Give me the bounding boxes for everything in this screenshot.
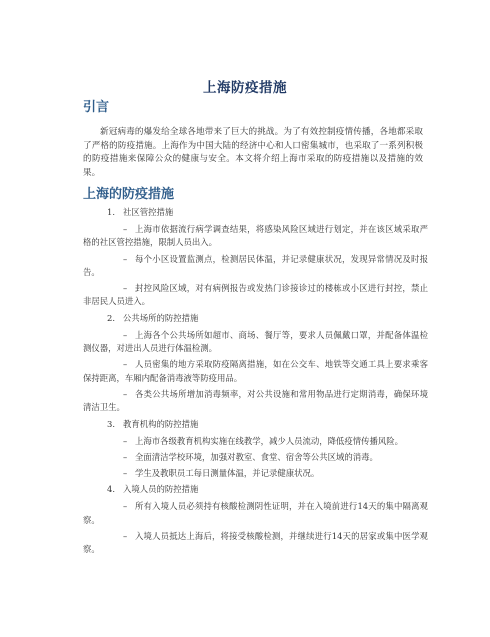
section-number: 3.	[107, 418, 115, 429]
list-item-text: 学生及教职员工每日测量体温，并记录健康状况。	[135, 468, 320, 479]
section-number: 4.	[107, 484, 115, 495]
intro-heading: 引言	[83, 100, 110, 115]
bullet-marker: –	[123, 224, 128, 234]
measures-list	[83, 206, 428, 560]
bullet-marker: –	[123, 359, 128, 370]
list-item-text: 上海市依据流行病学调查结果，将感染风险区域进行划定，并在该区域采取严格的社区管控措施，限制人员出入。	[83, 224, 428, 248]
list-item-text: 每个小区设置监测点，检测居民体温，并记录健康状况，发现异常情况及时报告。	[83, 253, 428, 277]
list-item-text: 各类公共场所增加消毒频率，对公共设施和常用物品进行定期消毒，确保环境清洁卫生。	[83, 388, 428, 413]
bullet-marker: –	[123, 329, 128, 340]
list-item	[83, 282, 428, 309]
list-item	[83, 388, 428, 415]
bullet-marker: –	[123, 531, 128, 542]
section-title	[83, 483, 428, 496]
list-item-text: 全面清洁学校环境，加强对教室、食堂、宿舍等公共区域的消毒。	[135, 451, 378, 462]
bullet-marker: –	[123, 435, 128, 446]
list-item-text: 上海市各级教育机构实施在线教学，减少人员流动，降低疫情传播风险。	[135, 435, 403, 446]
list-item	[83, 451, 428, 464]
measure-section	[83, 483, 428, 556]
section-title	[83, 312, 428, 325]
bullet-marker: –	[123, 253, 128, 264]
section-title	[83, 206, 428, 219]
section-title-text: 教育机构的防控措施	[123, 418, 199, 429]
bullet-marker: –	[123, 451, 128, 462]
section-title-text: 入境人员的防控措施	[123, 484, 199, 495]
section-title	[83, 418, 428, 431]
list-item-text: 封控风险区域，对有病例报告或发热门诊接诊过的楼栋或小区进行封控，禁止非居民人员进入。	[83, 283, 428, 307]
measures-heading: 上海的防疫措施	[83, 187, 175, 202]
list-item	[83, 500, 428, 527]
bullet-marker: –	[123, 468, 128, 479]
list-item	[83, 435, 428, 448]
list-item-text: 所有入境人员必须持有核酸检测阴性证明，并在入境前进行14天的集中隔离观察。	[83, 501, 428, 525]
list-item	[83, 329, 428, 356]
measure-section	[83, 418, 428, 481]
list-item	[83, 530, 428, 557]
bullet-marker: –	[123, 501, 128, 512]
bullet-marker: –	[123, 388, 128, 399]
bullet-marker: –	[123, 283, 128, 294]
list-item	[83, 467, 428, 480]
list-item	[83, 358, 428, 385]
list-item	[83, 223, 428, 250]
intro-paragraph: 新冠病毒的爆发给全球各地带来了巨大的挑战。为了有效控制疫情传播，各地都采取了严格的防疫措施。上海作为中国大陆的经济中心和人口密集城市，也采取了一系列积极的防疫措施来保障公众的健康与安全。本文将介绍上海市采取的防疫措施以及措施的效果。	[83, 127, 423, 178]
document-title: 上海防疫措施	[203, 80, 287, 96]
section-number: 2.	[107, 312, 115, 323]
list-item-text: 入境人员抵达上海后，将接受核酸检测，并继续进行14天的居家或集中医学观察。	[83, 531, 428, 555]
section-title-text: 社区管控措施	[123, 207, 174, 217]
measure-section	[83, 312, 428, 415]
measure-section	[83, 206, 428, 309]
list-item-text: 人员密集的地方采取防疫隔离措施，如在公交车、地铁等交通工具上要求乘客保持距离，车厢内配备消毒液等防疫用品。	[83, 359, 428, 383]
section-title-text: 公共场所的防控措施	[123, 312, 199, 323]
section-number: 1.	[107, 207, 115, 217]
list-item	[83, 253, 428, 280]
list-item-text: 上海各个公共场所如超市、商场、餐厅等，要求人员佩戴口罩，并配备体温检测仪器，对进出人员进行体温检测。	[83, 329, 428, 354]
